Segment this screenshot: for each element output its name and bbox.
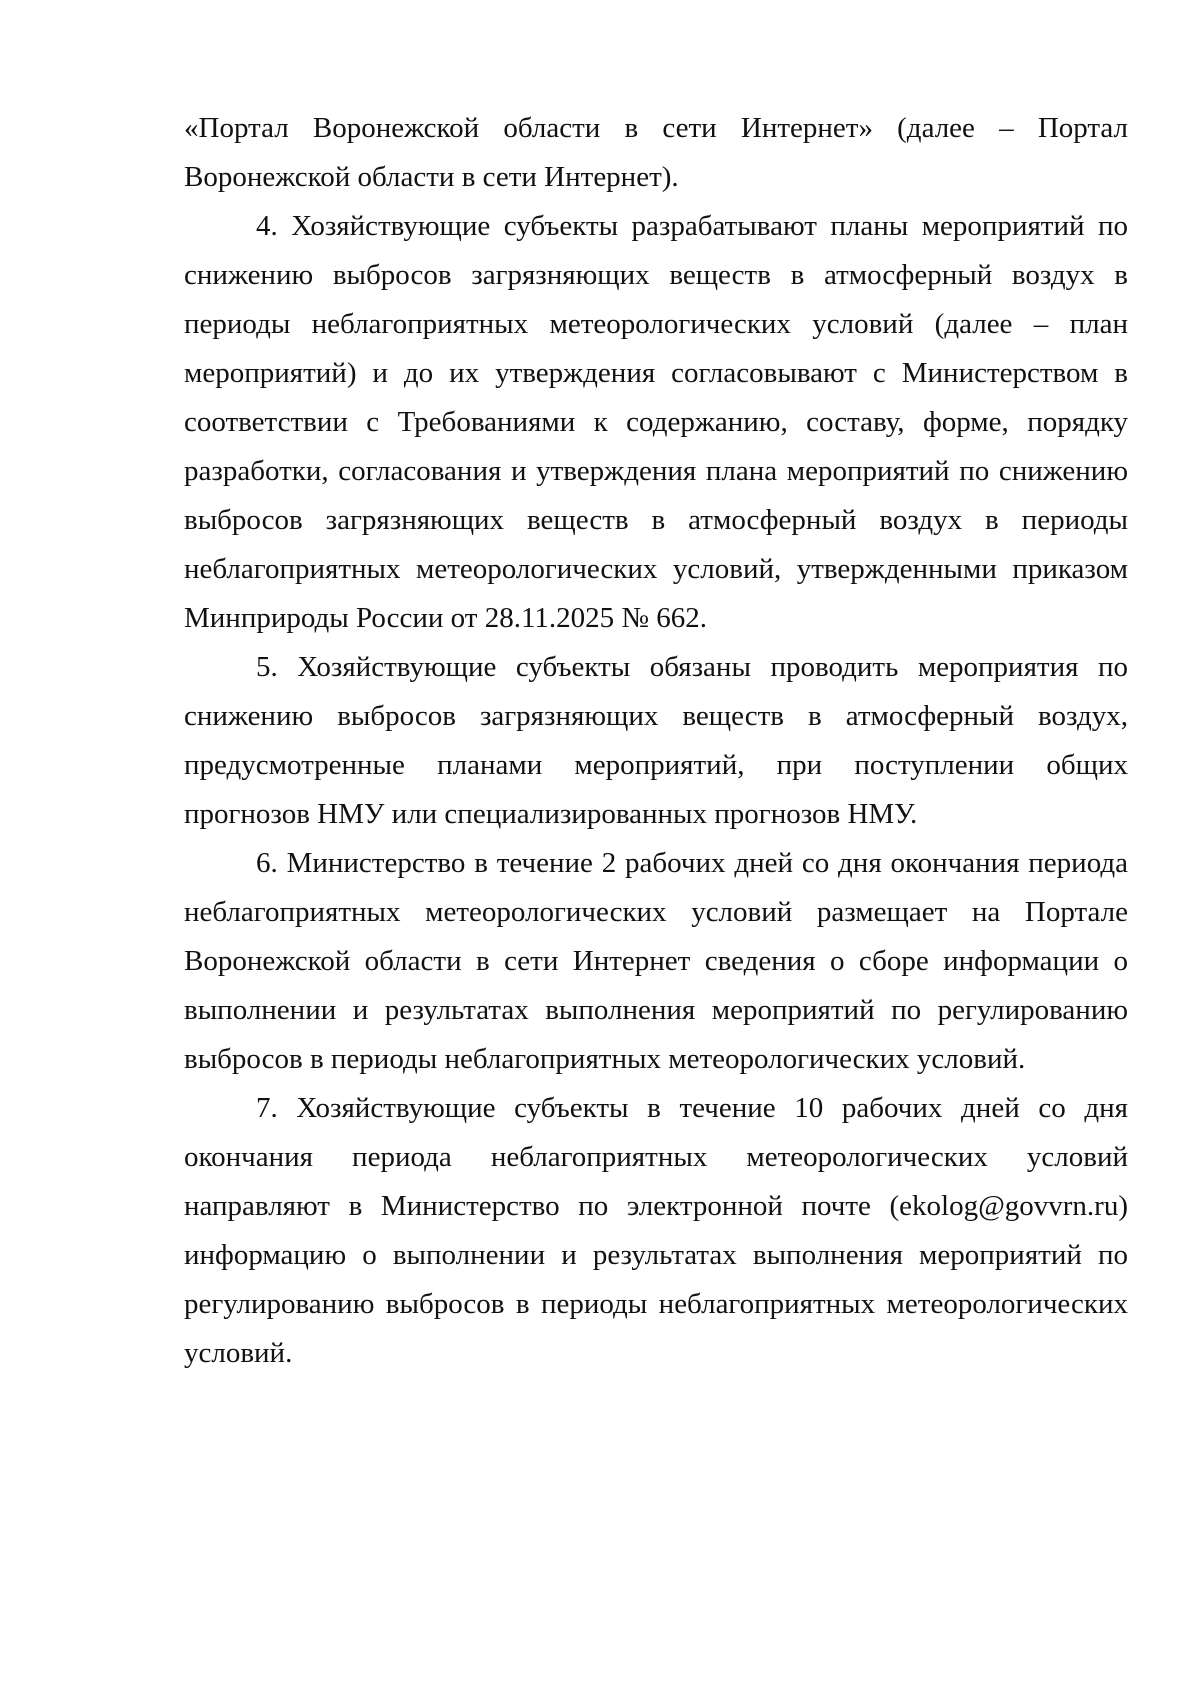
paragraph-item-5: 5. Хозяйствующие субъекты обязаны проводить мероприятия по снижению выбросов загрязняющих веществ в атмосферный воздух, предусмотренные планами мероприятий, при поступлении общих прогнозов НМУ или специализированных прогнозов НМУ. (184, 651, 1128, 830)
paragraph-portal-continuation: «Портал Воронежской области в сети Интернет» (далее – Портал Воронежской области в сети Интернет). (184, 112, 1128, 193)
paragraph-item-6: 6. Министерство в течение 2 рабочих дней со дня окончания периода неблагоприятных метеорологических условий размещает на Портале Воронежской области в сети Интернет сведения о сборе информации о выполнении и результатах выполнения мероприятий по регулированию выбросов в периоды неблагоприятных метеорологических условий. (184, 847, 1128, 1075)
paragraph-item-7: 7. Хозяйствующие субъекты в течение 10 рабочих дней со дня окончания периода неблагоприятных метеорологических условий направляют в Министерство по электронной почте (ekolog@govvrn.ru) информацию о выполнении и результатах выполнения мероприятий по регулированию выбросов в периоды неблагоприятных метеорологических условий. (184, 1092, 1128, 1369)
document-body (184, 104, 1128, 1378)
paragraph-item-4: 4. Хозяйствующие субъекты разрабатывают планы мероприятий по снижению выбросов загрязняющих веществ в атмосферный воздух в периоды неблагоприятных метеорологических условий (далее – план мероприятий) и до их утверждения согласовывают с Министерством в соответствии с Требованиями к содержанию, составу, форме, порядку разработки, согласования и утверждения плана мероприятий по снижению выбросов загрязняющих веществ в атмосферный воздух в периоды неблагоприятных метеорологических условий, утвержденными приказом Минприроды России от 28.11.2025 № 662. (184, 210, 1128, 634)
